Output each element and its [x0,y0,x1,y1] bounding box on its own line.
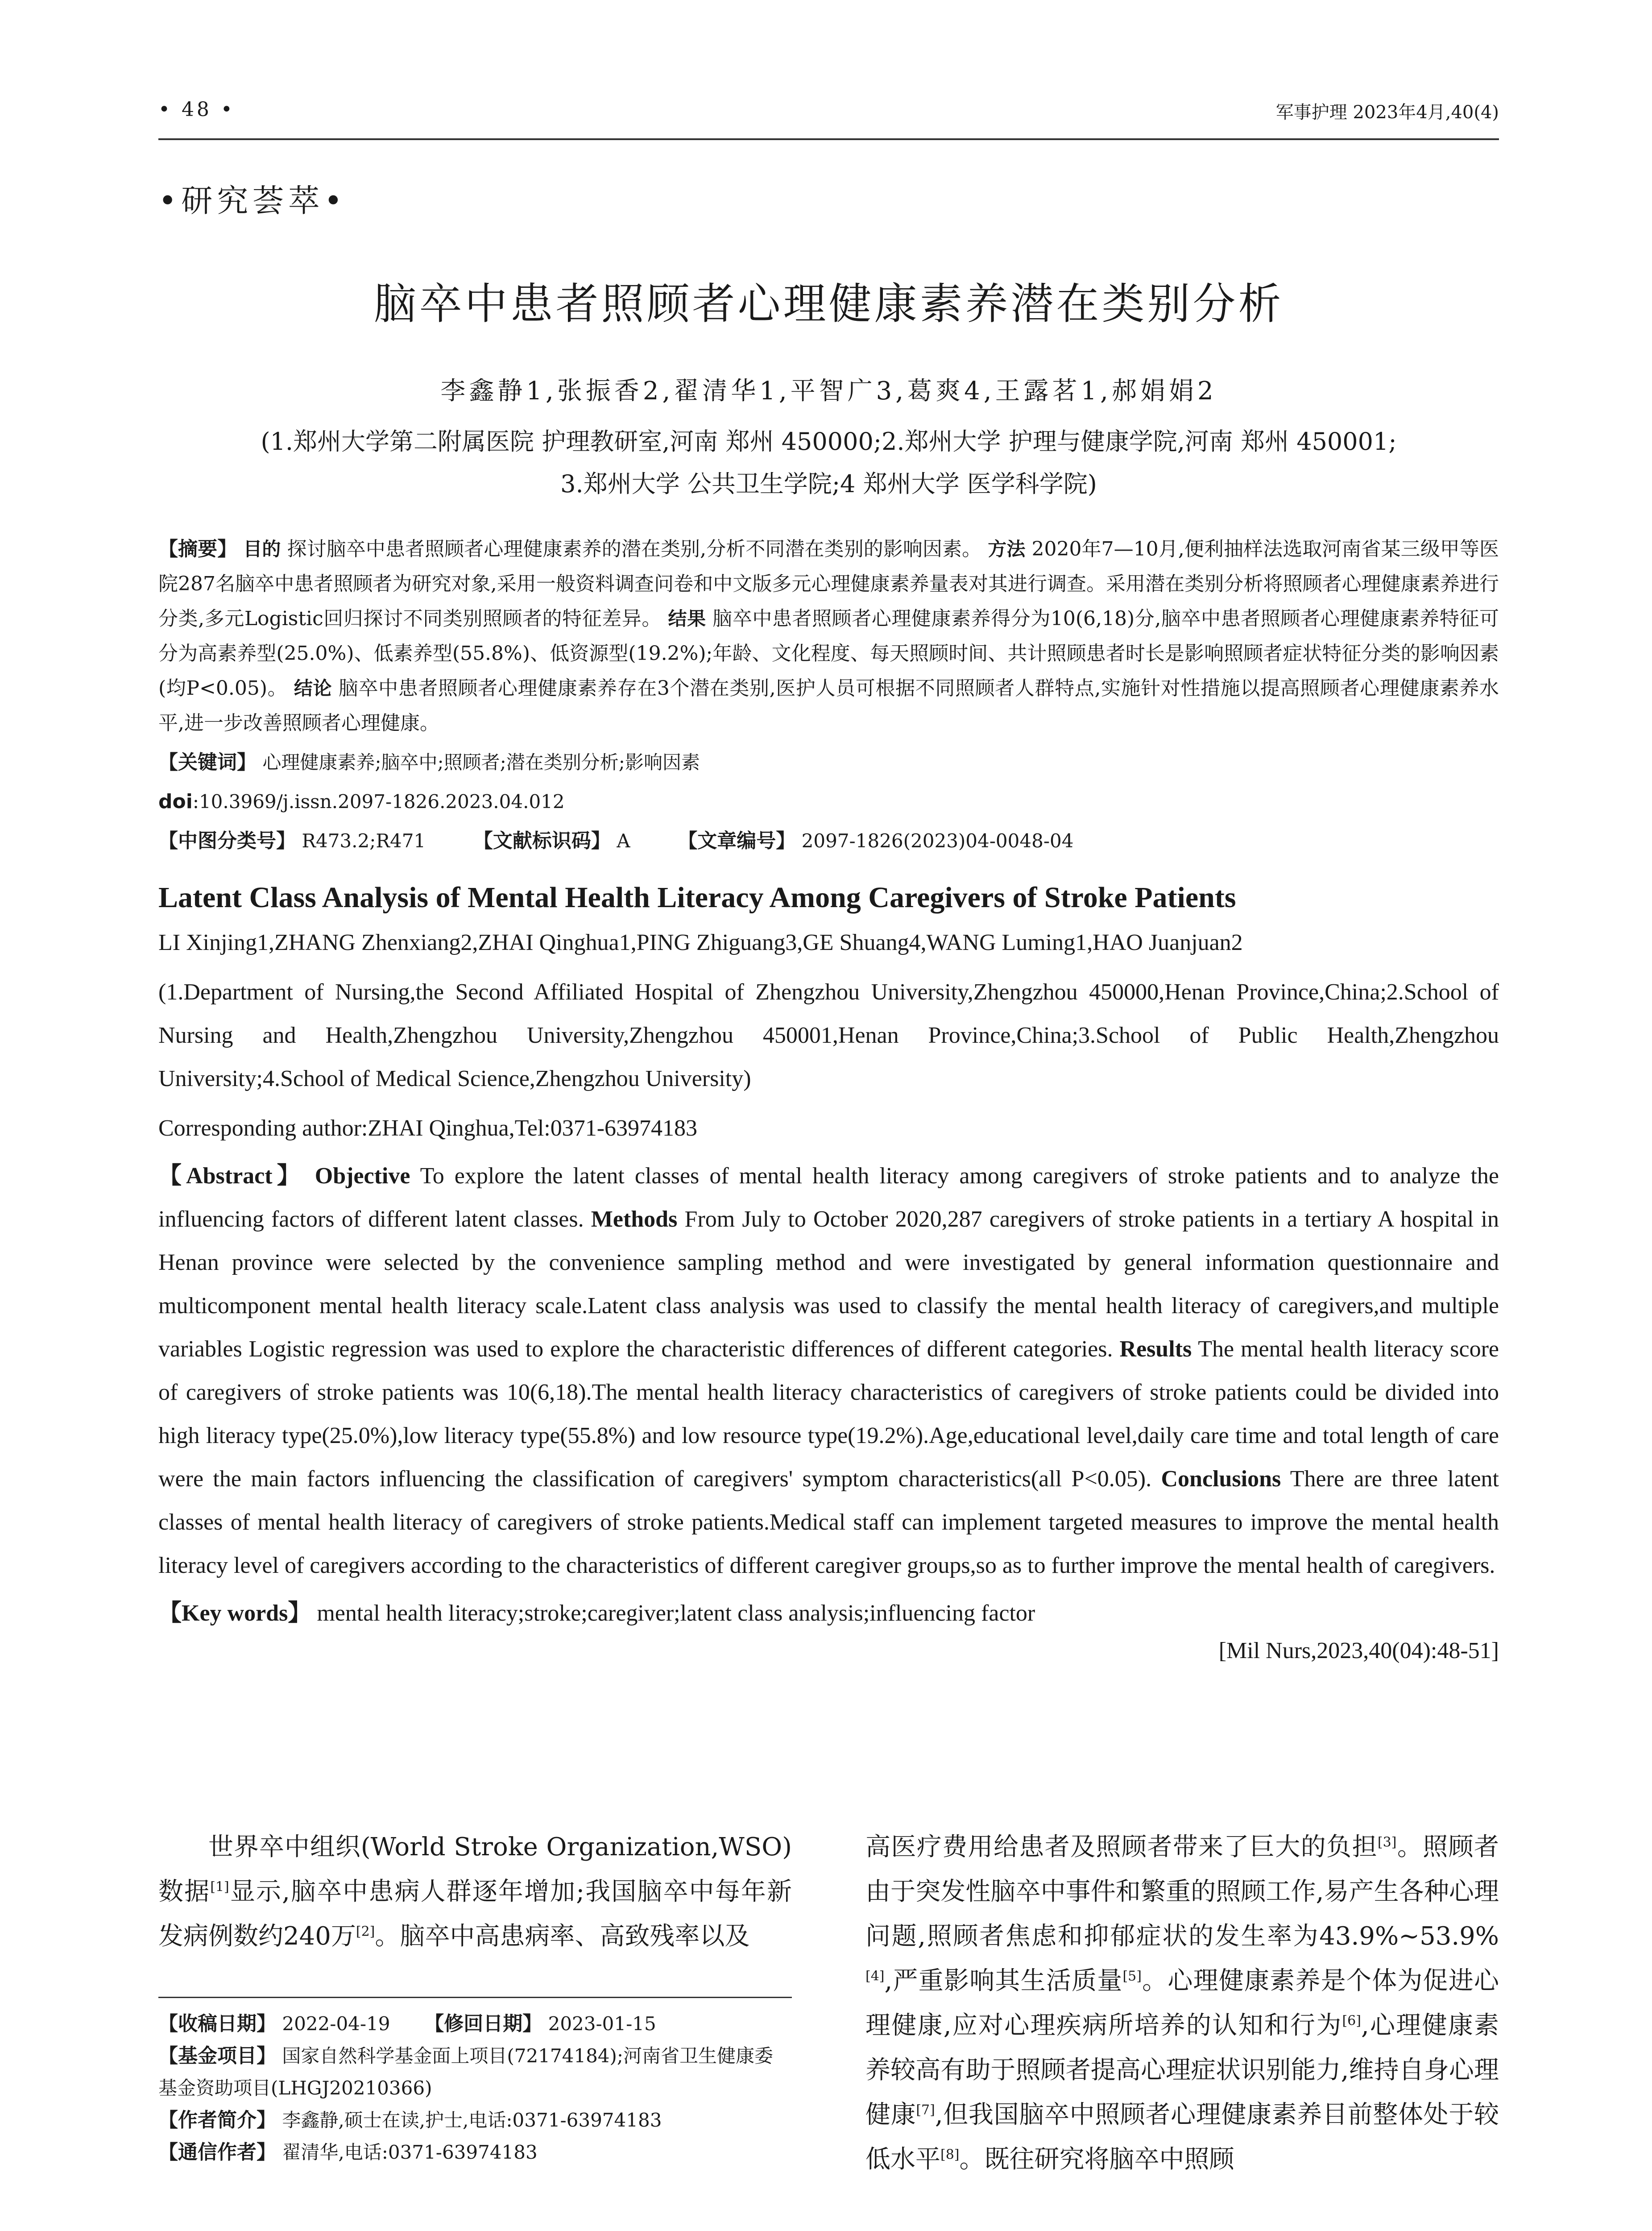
article-number-label: 【文章编号】 [678,829,796,852]
result-label: 结果 [668,608,706,630]
clc-label: 【中图分类号】 [158,829,296,852]
keywords [158,745,1499,780]
chinese-affiliations [158,420,1499,505]
doi-line [158,784,1499,819]
english-abstract [158,1154,1499,1587]
body-left-column [158,1825,792,1959]
journal-info: 军事护理 2023年4月,40(4) [1275,102,1499,123]
ref-2[interactable]: [2] [356,1924,375,1940]
en-conclusions-text: There are three latent classes of mental health literacy of caregivers of stroke patients.Medical staff can implement targeted measures to improve the mental health literacy level of caregivers according to the characteristics of different caregiver groups,so as to further improve the mental health of caregivers. [158,1466,1499,1578]
page-number: • 48 • [158,98,235,121]
dates-line: 【收稿日期】 2022-04-19 【修回日期】 2023-01-15 [158,2012,656,2035]
affiliation-line-1: (1.郑州大学第二附属医院 护理教研室,河南 郑州 450000;2.郑州大学 护理与健康学院,河南 郑州 450001; [261,427,1397,456]
result-text: 脑卒中患者照顾者心理健康素养得分为10(6,18)分,脑卒中患者照顾者心理健康素养特征可分为高素养型(25.0%)、低素养型(55.8%)、低资源型(19.2%);年龄、文化程度、每天照顾时间、共计照顾患者时长是影响照顾者症状特征分类的影响因素(均P<0.05)。 [158,607,1499,700]
clc-value: R473.2;R471 [302,830,426,852]
body-columns [158,1825,1499,2231]
author-bio: 李鑫静,硕士在读,护士,电话:0371-63974183 [282,2109,662,2131]
footnote-rule [158,1997,792,1998]
author-bio-line: 【作者简介】 李鑫静,硕士在读,护士,电话:0371-63974183 [158,2109,662,2131]
corresponding-author: Corresponding author:ZHAI Qinghua,Tel:0371-63974183 [158,1116,698,1141]
en-keywords-text: mental health literacy;stroke;caregiver;latent class analysis;influencing factor [317,1601,1035,1626]
corresponding-line: 【通信作者】 翟清华,电话:0371-63974183 [158,2141,538,2164]
intro-paragraph: 世界卒中组织(World Stroke Organization,WSO)数据[1]显示,脑卒中患病人群逐年增加;我国脑卒中每年新发病例数约240万[2]。脑卒中高患病率、高致残率以及 [158,1833,792,1951]
en-keywords-label: 【Key words】 [158,1601,311,1626]
en-methods-text: From July to October 2020,287 caregivers of stroke patients in a tertiary A hospital in Henan province were selected by the convenience sampling method and were investigated by general information questionnaire and multicomponent mental health literacy scale.Latent class analysis was used to classify the mental health literacy of caregivers,and multiple variables Logistic regression was used to explore the characteristic differences of different categories. [158,1207,1499,1362]
revised-date: 2023-01-15 [548,2013,656,2035]
en-conclusions-label: Conclusions [1161,1466,1281,1492]
doc-code-label: 【文献标识码】 [473,829,611,852]
ref-6[interactable]: [6] [1342,2013,1361,2029]
objective-text: 探讨脑卒中患者照顾者心理健康素养的潜在类别,分析不同潜在类别的影响因素。 [287,538,982,560]
doi-link[interactable]: :10.3969/j.issn.2097-1826.2023.04.012 [192,791,565,813]
ref-5[interactable]: [5] [1122,1968,1142,1984]
affiliation-line-2: 3.郑州大学 公共卫生学院;4 郑州大学 医学科学院) [560,470,1097,498]
received-date: 2022-04-19 [282,2013,390,2035]
ref-1[interactable]: [1] [210,1879,229,1895]
english-title: Latent Class Analysis of Mental Health Literacy Among Caregivers of Stroke Patients [158,881,1236,914]
en-methods-label: Methods [591,1207,678,1232]
doc-code-value: A [617,830,630,852]
en-results-label: Results [1119,1336,1192,1362]
fund-text: 国家自然科学基金面上项目(72174184);河南省卫生健康委基金资助项目(LHGJ20210366) [158,2045,774,2099]
method-label: 方法 [988,538,1026,560]
chinese-abstract [158,532,1499,741]
fund-line: 【基金项目】 国家自然科学基金面上项目(72174184);河南省卫生健康委基金资助项目(LHGJ20210366) [158,2044,774,2099]
keywords-label: 【关键词】 [158,751,257,774]
abstract-label: 【摘要】 [158,538,237,560]
footnotes [158,2008,792,2169]
english-authors: LI Xinjing1,ZHANG Zhenxiang2,ZHAI Qinghua1,PING Zhiguang3,GE Shuang4,WANG Luming1,HAO Juanjuan2 [158,930,1243,955]
en-results-text: The mental health literacy score of caregivers of stroke patients was 10(6,18).The mental health literacy characteristics of caregivers of stroke patients could be divided into high literacy type(25.0%),low literacy type(55.8%) and low resource type(19.2%).Age,educational level,daily care time and total length of care were the main factors influencing the classification of caregivers' symptom characteristics(all P<0.05). [158,1336,1499,1492]
en-objective-text: To explore the latent classes of mental health literacy among caregivers of stroke patients and to analyze the influencing factors of different latent classes. [158,1163,1499,1232]
method-text: 2020年7—10月,便利抽样法选取河南省某三级甲等医院287名脑卒中患者照顾者为研究对象,采用一般资料调查问卷和中文版多元心理健康素养量表对其进行调查。采用潜在类别分析将照顾者心理健康素养进行分类,多元Logistic回归探讨不同类别照顾者的特征差异。 [158,538,1499,630]
chinese-authors: 李鑫静1,张振香2,翟清华1,平智广3,葛爽4,王露茗1,郝娟娟2 [440,377,1217,406]
english-keywords [158,1592,1499,1635]
chinese-title: 脑卒中患者照顾者心理健康素养潜在类别分析 [373,279,1284,329]
conclusion-text: 脑卒中患者照顾者心理健康素养存在3个潜在类别,医护人员可根据不同照顾者人群特点,实施针对性措施以提高照顾者心理健康素养水平,进一步改善照顾者心理健康。 [158,677,1499,734]
keywords-text: 心理健康素养;脑卒中;照顾者;潜在类别分析;影响因素 [262,751,700,773]
ref-8[interactable]: [8] [940,2147,960,2163]
ref-7[interactable]: [7] [916,2102,935,2118]
page [158,89,1499,1664]
corresponding-text: 翟清华,电话:0371-63974183 [282,2141,538,2163]
classification-line [158,824,1499,858]
running-head [158,89,1499,140]
ref-4[interactable]: [4] [865,1968,885,1984]
english-affiliations: (1.Department of Nursing,the Second Affiliated Hospital of Zhengzhou University,Zhengzhou 450000,Henan Province,China;2.School of Nursing and Health,Zhengzhou University,Zhengzhou 450001,Henan Province,China;3.School of Public Health,Zhengzhou University;4.School of Medical Science,Zhengzhou University) [158,979,1499,1091]
conclusion-label: 结论 [294,677,332,699]
column-tag: •研究荟萃• [158,182,347,219]
citation: [Mil Nurs,2023,40(04):48-51] [1218,1638,1499,1663]
en-abstract-label: 【Abstract】 [158,1163,305,1189]
en-objective-label: Objective [315,1163,410,1189]
article-number-value: 2097-1826(2023)04-0048-04 [801,830,1074,852]
body-right-column: 高医疗费用给患者及照顾者带来了巨大的负担[3]。照顾者由于突发性脑卒中事件和繁重的照顾工作,易产生各种心理问题,照顾者焦虑和抑郁症状的发生率为43.9%~53.9%[4],严重影响其生活质量[5]。心理健康素养是个体为促进心理健康,应对心理疾病所培养的认知和行为[6],心理健康素养较高有助于照顾者提高心理症状识别能力,维持自身心理健康[7],但我国脑卒中照顾者心理健康素养目前整体处于较低水平[8]。既往研究将脑卒中照顾 [865,1833,1499,2174]
objective-label: 目的 [243,538,281,560]
doi-label: doi [158,790,193,813]
ref-3[interactable]: [3] [1377,1834,1397,1850]
